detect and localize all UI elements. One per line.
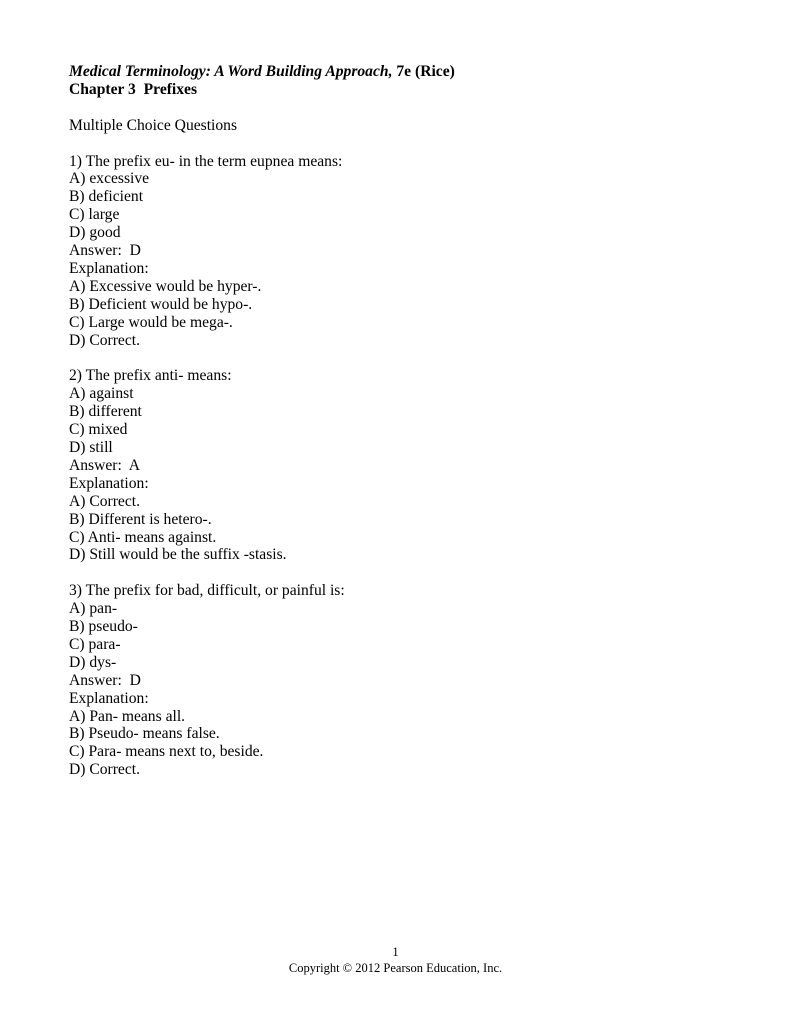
explanation-item: B) Pseudo- means false. <box>69 725 220 743</box>
explanation-label: Explanation: <box>69 474 149 492</box>
correct-answer: Answer: A <box>69 456 141 474</box>
spacer <box>69 564 729 582</box>
section-title: Multiple Choice Questions <box>69 116 238 134</box>
answer-option: B) pseudo- <box>69 618 138 636</box>
copyright-notice: Copyright © 2012 Pearson Education, Inc. <box>288 960 503 975</box>
answer-option: A) pan- <box>69 600 118 618</box>
explanation-label: Explanation: <box>69 689 149 707</box>
correct-answer: Answer: D <box>69 242 141 260</box>
book-title: Medical Terminology: A Word Building Approach, <box>69 63 393 80</box>
explanation-item: D) Still would be the suffix -stasis. <box>69 546 287 564</box>
question-block <box>69 153 729 350</box>
explanation-item: A) Correct. <box>69 492 141 510</box>
spacer <box>69 349 729 367</box>
explanation-item: B) Different is hetero-. <box>69 510 212 528</box>
spacer <box>69 135 729 153</box>
question-block <box>69 582 729 779</box>
answer-option: B) deficient <box>69 188 144 206</box>
question-list <box>69 153 729 780</box>
explanation-item: D) Correct. <box>69 331 141 349</box>
answer-option: D) good <box>69 224 121 242</box>
page-number: 1 <box>392 945 399 959</box>
answer-option: B) different <box>69 403 142 421</box>
explanation-item: C) Para- means next to, beside. <box>69 743 264 761</box>
question-prompt: 2) The prefix anti- means: <box>69 367 232 385</box>
explanation-label: Explanation: <box>69 259 149 277</box>
answer-option: D) still <box>69 438 113 456</box>
spacer <box>69 99 729 117</box>
answer-option: C) para- <box>69 635 121 653</box>
answer-option: A) against <box>69 385 134 403</box>
document-page <box>69 63 729 779</box>
explanation-item: D) Correct. <box>69 761 141 779</box>
question-prompt: 1) The prefix eu- in the term eupnea means: <box>69 152 343 170</box>
correct-answer: Answer: D <box>69 671 141 689</box>
explanation-item: C) Anti- means against. <box>69 528 217 546</box>
answer-option: D) dys- <box>69 653 117 671</box>
explanation-item: A) Pan- means all. <box>69 707 186 725</box>
chapter-title: Chapter 3 Prefixes <box>69 80 198 98</box>
page-footer <box>0 945 791 976</box>
explanation-item: B) Deficient would be hypo-. <box>69 295 253 313</box>
answer-option: C) large <box>69 206 120 224</box>
document-title <box>69 63 729 81</box>
book-edition: 7e (Rice) <box>392 63 455 80</box>
answer-option: C) mixed <box>69 421 128 439</box>
question-block <box>69 367 729 564</box>
answer-option: A) excessive <box>69 170 150 188</box>
explanation-item: C) Large would be mega-. <box>69 313 233 331</box>
question-prompt: 3) The prefix for bad, difficult, or painful is: <box>69 582 345 600</box>
explanation-item: A) Excessive would be hyper-. <box>69 277 262 295</box>
